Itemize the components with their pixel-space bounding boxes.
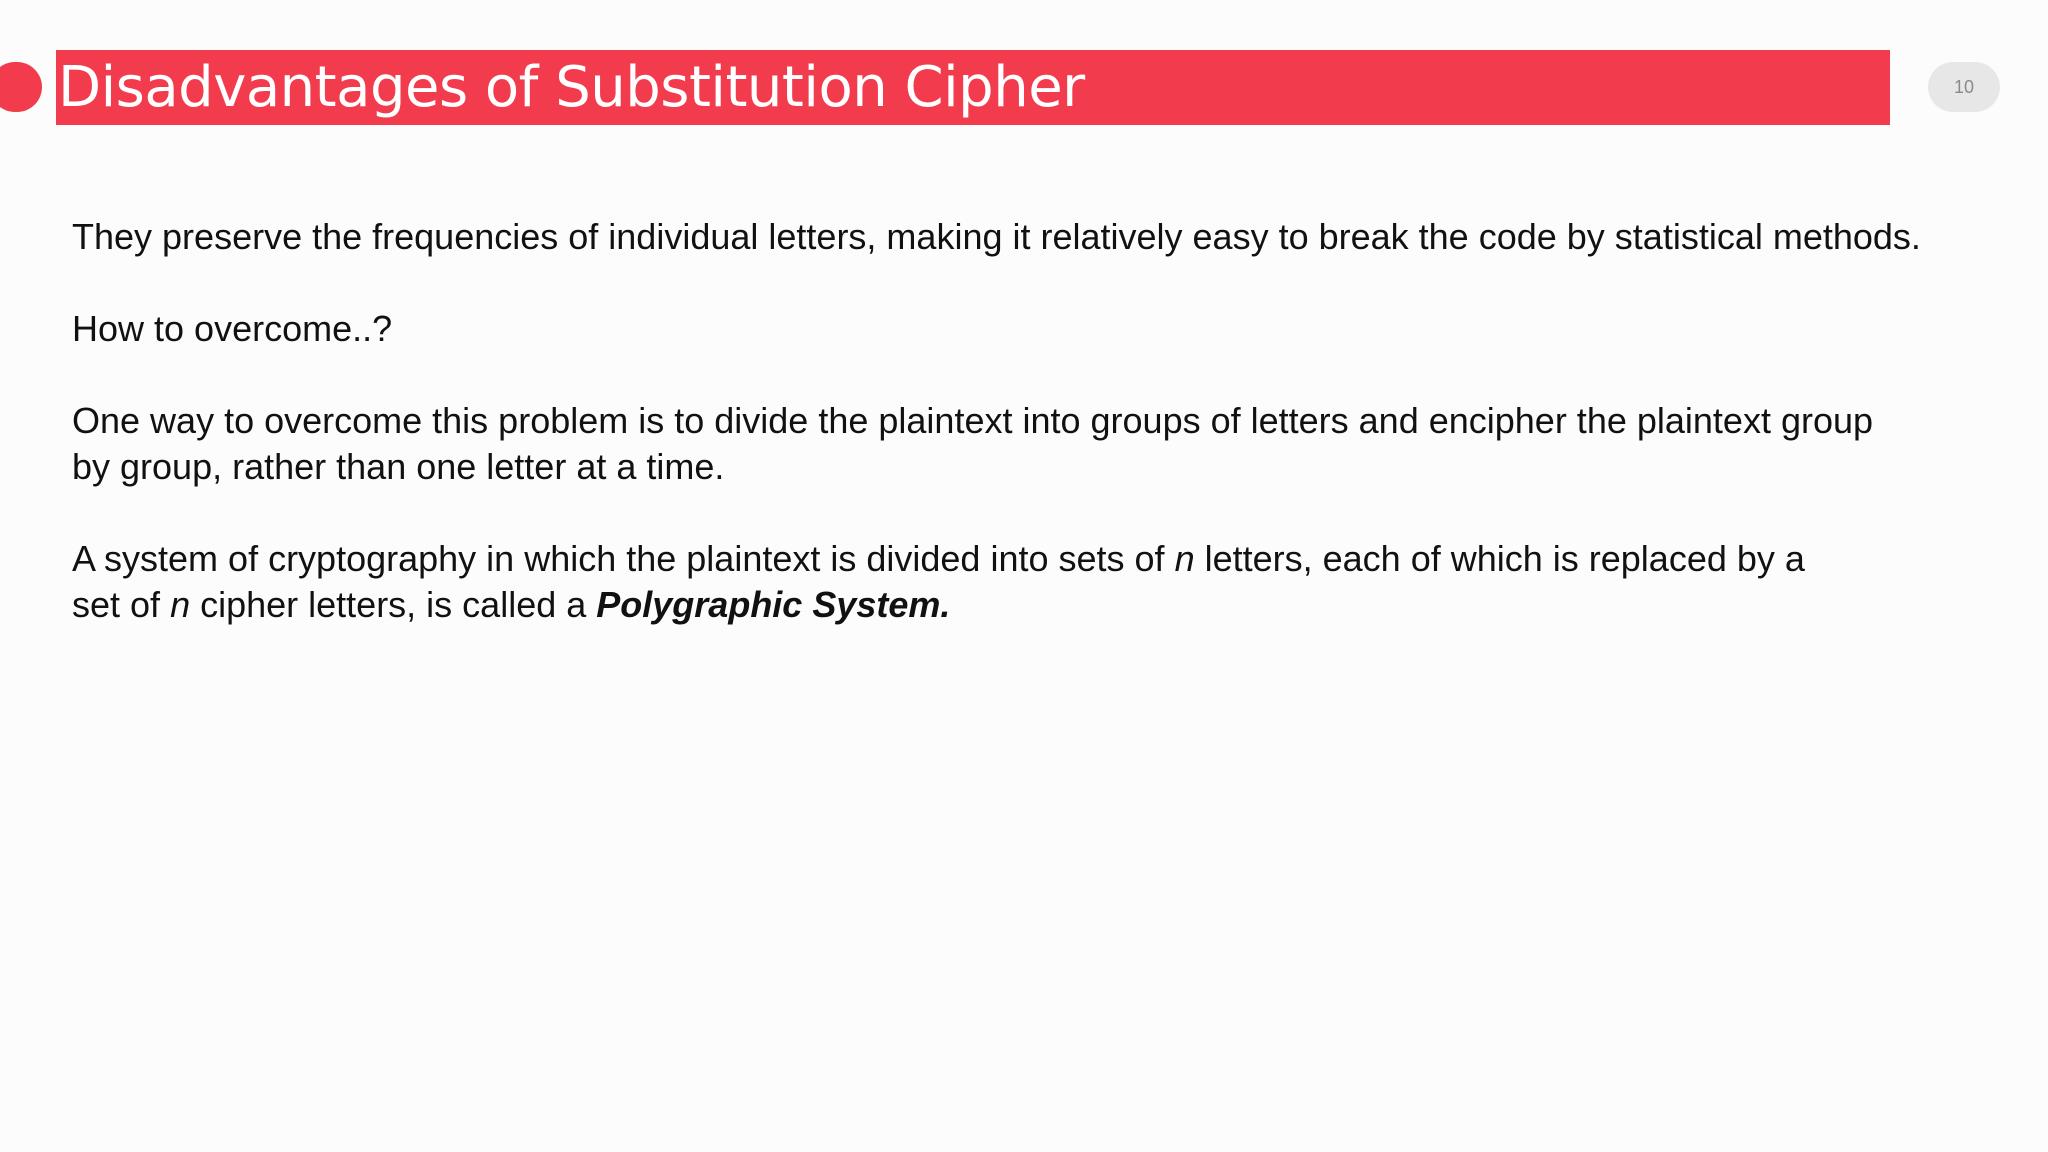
title-bar: [56, 50, 1890, 125]
paragraph-line: One way to overcome this problem is to divide the plaintext into groups of letters and encipher the plaintext group: [72, 400, 1874, 441]
slide-title: Disadvantages of Substitution Cipher: [58, 55, 1085, 120]
paragraph-overcome: [72, 398, 2042, 490]
paragraph-definition: [72, 536, 2042, 628]
paragraph-frequencies: [72, 214, 2042, 260]
paragraph-question: [72, 306, 2042, 352]
paragraph-text: They preserve the frequencies of individual letters, making it relatively easy to break the code by statistical methods.: [72, 216, 1921, 257]
paragraph-line-part: A system of cryptography in which the plaintext is divided into sets of: [72, 538, 1175, 579]
variable-n: n: [170, 584, 191, 625]
slide-body: [72, 214, 2042, 674]
paragraph-text: How to overcome..?: [72, 308, 393, 349]
paragraph-line: by group, rather than one letter at a time.: [72, 446, 725, 487]
variable-n: n: [1174, 538, 1195, 579]
title-accent-dot: [0, 62, 42, 112]
paragraph-line-part: cipher letters, is called a: [190, 584, 597, 625]
page-number-badge: 10: [1928, 62, 2000, 112]
paragraph-line-part: letters, each of which is replaced by a: [1194, 538, 1805, 579]
paragraph-line-part: set of: [72, 584, 171, 625]
term-polygraphic-system: Polygraphic System.: [596, 584, 951, 625]
